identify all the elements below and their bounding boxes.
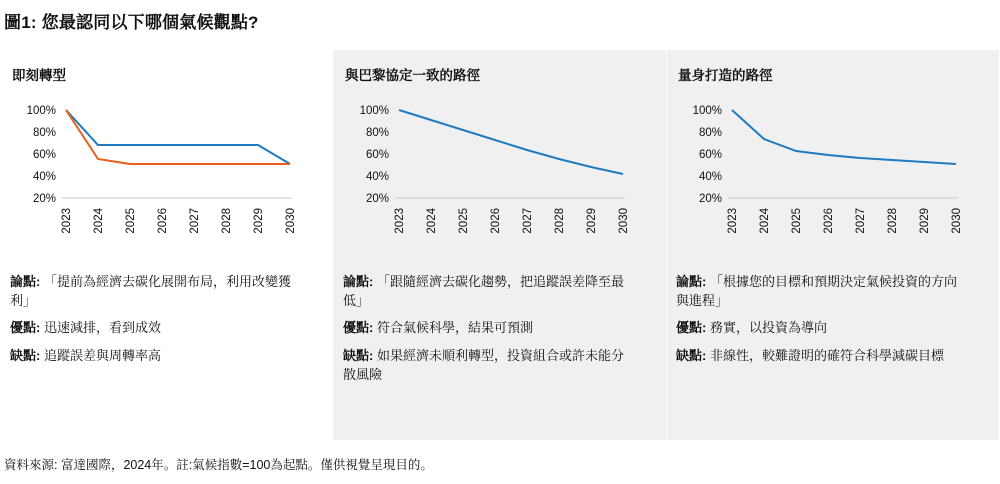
- chart-tailored-path: [676, 90, 986, 250]
- xtick-label: 2027: [189, 208, 201, 234]
- note-label: 優點:: [10, 320, 41, 336]
- series-line-blue: [66, 110, 290, 164]
- note-con: [343, 346, 633, 384]
- ytick-label: 20%: [365, 193, 389, 205]
- xtick-label: 2025: [125, 208, 137, 234]
- xtick-label: 2025: [791, 208, 803, 234]
- chart-svg: [676, 90, 986, 250]
- note-argument: [10, 272, 300, 310]
- xtick-label: 2028: [554, 208, 566, 234]
- xtick-label: 2029: [586, 208, 598, 234]
- note-argument: [676, 272, 966, 310]
- note-text: 符合氣候科學，結果可預測: [376, 320, 533, 336]
- ytick-label: 80%: [698, 127, 722, 139]
- xtick-label: 2028: [887, 208, 899, 234]
- figure-title: 圖1: 您最認同以下哪個氣候觀點?: [4, 13, 259, 32]
- note-pro: [343, 318, 633, 337]
- ytick-label: 60%: [365, 149, 389, 161]
- xtick-label: 2025: [458, 208, 470, 234]
- xtick-label: 2030: [951, 208, 963, 234]
- xtick-label: 2029: [919, 208, 931, 234]
- chart-immediate-transition: [10, 90, 320, 250]
- xtick-label: 2023: [727, 208, 739, 234]
- note-label: 優點:: [676, 320, 707, 336]
- chart-svg: [343, 90, 653, 250]
- note-label: 論點:: [10, 274, 41, 289]
- panel-immediate-transition: [0, 50, 333, 440]
- xtick-label: 2024: [426, 208, 438, 234]
- note-con: [10, 346, 300, 365]
- note-label: 論點:: [343, 274, 374, 289]
- panel-paris-aligned: [333, 50, 666, 440]
- xtick-label: 2026: [490, 208, 502, 234]
- xtick-label: 2024: [759, 208, 771, 234]
- note-label: 優點:: [343, 320, 374, 336]
- xtick-label: 2030: [618, 208, 630, 234]
- xtick-label: 2028: [221, 208, 233, 234]
- panel-tailored-path: [666, 50, 999, 440]
- xtick-label: 2023: [394, 208, 406, 234]
- series-line-orange: [66, 110, 290, 164]
- ytick-label: 20%: [32, 193, 56, 205]
- xtick-label: 2027: [855, 208, 867, 234]
- note-label: 缺點:: [10, 347, 41, 363]
- ytick-label: 20%: [698, 193, 722, 205]
- note-text: 迅速減排，看到成效: [43, 320, 161, 336]
- panel-notes: [10, 272, 300, 365]
- note-text: 追蹤誤差與周轉率高: [43, 347, 161, 363]
- panel-row: [0, 50, 1000, 440]
- note-text: 「根據您的目標和預期決定氣候投資的方向與進程」: [676, 274, 957, 309]
- note-label: 缺點:: [343, 347, 374, 363]
- ytick-label: 100%: [692, 105, 722, 117]
- ytick-label: 100%: [26, 105, 56, 117]
- ytick-label: 80%: [365, 127, 389, 139]
- note-label: 論點:: [676, 274, 707, 289]
- chart-svg: [10, 90, 320, 250]
- xtick-label: 2030: [285, 208, 297, 234]
- panel-notes: [676, 272, 966, 365]
- xtick-label: 2029: [253, 208, 265, 234]
- ytick-label: 40%: [32, 171, 56, 183]
- ytick-label: 40%: [698, 171, 722, 183]
- panel-notes: [343, 272, 633, 384]
- xtick-label: 2023: [61, 208, 73, 234]
- note-text: 「跟隨經濟去碳化趨勢，把追蹤誤差降至最低」: [343, 274, 624, 309]
- ytick-label: 60%: [32, 149, 56, 161]
- series-line-blue: [399, 110, 623, 174]
- note-pro: [10, 318, 300, 337]
- panel-divider: [666, 50, 667, 440]
- ytick-label: 80%: [32, 127, 56, 139]
- ytick-label: 100%: [359, 105, 389, 117]
- xtick-label: 2026: [823, 208, 835, 234]
- note-pro: [676, 318, 966, 337]
- series-line-blue: [732, 110, 956, 164]
- ytick-label: 60%: [698, 149, 722, 161]
- note-con: [676, 346, 966, 365]
- chart-paris-aligned: [343, 90, 653, 250]
- panel-title: 量身打造的路徑: [678, 68, 773, 83]
- note-text: 務實，以投資為導向: [709, 320, 827, 336]
- xtick-label: 2024: [93, 208, 105, 234]
- source-note: 資料來源: 富達國際，2024年。註:氣候指數=100為起點。僅供視覺呈現目的。: [4, 458, 433, 472]
- panel-title: 與巴黎協定一致的路徑: [345, 68, 480, 83]
- note-text: 「提前為經濟去碳化展開布局，利用改變獲利」: [10, 274, 291, 309]
- ytick-label: 40%: [365, 171, 389, 183]
- panel-title: 即刻轉型: [12, 68, 66, 83]
- note-text: 非線性，較難證明的確符合科學減碳目標: [709, 347, 944, 363]
- xtick-label: 2026: [157, 208, 169, 234]
- note-label: 缺點:: [676, 347, 707, 363]
- note-text: 如果經濟未順利轉型，投資組合或許未能分散風險: [343, 347, 624, 382]
- note-argument: [343, 272, 633, 310]
- xtick-label: 2027: [522, 208, 534, 234]
